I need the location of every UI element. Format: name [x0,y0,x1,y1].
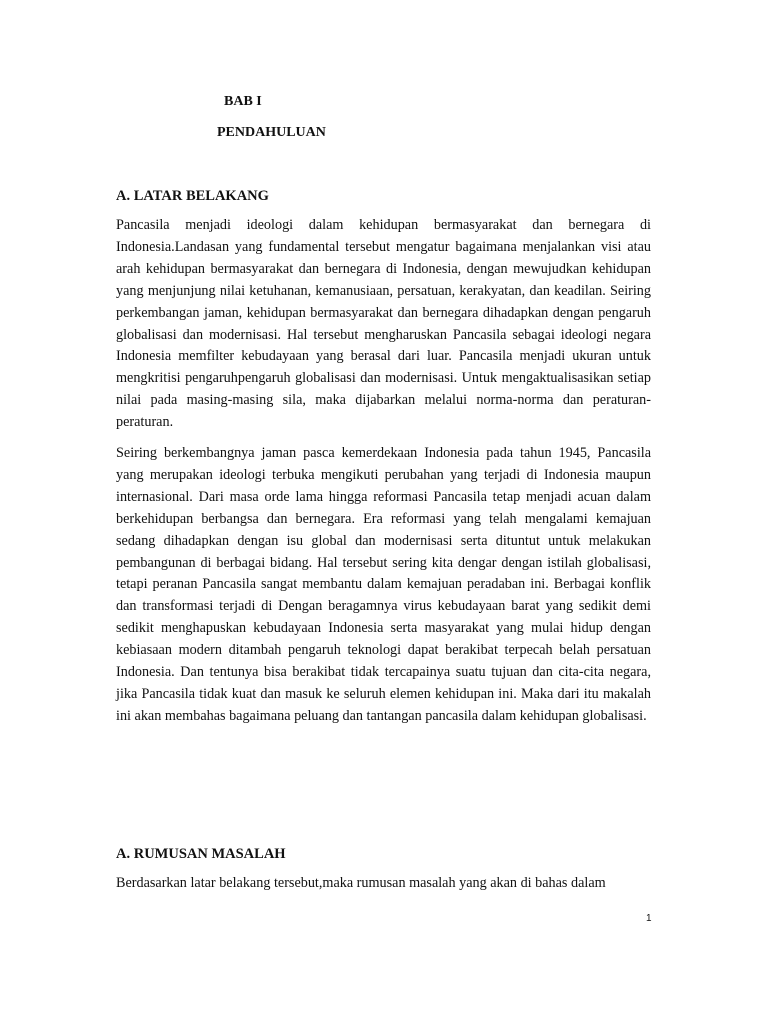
paragraph: Pancasila menjadi ideologi dalam kehidupan bermasyarakat dan bernegara di Indonesia.Landasan yang fundamental tersebut mengatur bagaimana menjalankan visi atau arah kehidupan bermasyarakat dan bernegara di Indonesia, dengan mewujudkan kehidupan yang menjunjung nilai ketuhanan, kemanusiaan, persatuan, kerakyatan, dan keadilan. Seiring perkembangan jaman, kehidupan bermasyarakat dan bernegara dihadapkan dengan pengaruh globalisasi dan modernisasi. Hal tersebut mengharuskan Pancasila sebagai ideologi negara Indonesia memfilter kebudayaan yang berasal dari luar. Pancasila menjadi ukuran untuk mengkritisi pengaruhpengaruh globalisasi dan modernisasi. Untuk mengaktualisasikan setiap nilai pada masing-masing sila, maka dijabarkan melalui norma-norma dan peraturan-peraturan. [116,217,651,431]
paragraph: Berdasarkan latar belakang tersebut,maka rumusan masalah yang akan di bahas dalam [116,875,606,891]
section-heading-rumusan-masalah: A. RUMUSAN MASALAH [116,846,286,862]
chapter-title: PENDAHULUAN [217,125,326,140]
section-heading-latar-belakang: A. LATAR BELAKANG [116,188,269,204]
paragraph: Seiring berkembangnya jaman pasca kemerdekaan Indonesia pada tahun 1945, Pancasila yang merupakan ideologi terbuka mengikuti perubahan yang terjadi di Indonesia maupun internasional. Dari masa orde lama hingga reformasi Pancasila tetap menjadi acuan dalam berkehidupan berbangsa dan bernegara. Era reformasi yang telah mengalami kemajuan sedang dihadapkan dengan isu global dan modernisasi serta dituntut untuk melakukan pembangunan di berbagai bidang. Hal tersebut sering kita dengar dengan istilah globalisasi, tetapi peranan Pancasila sangat membantu dalam kemajuan peradaban ini. Berbagai konflik dan transformasi terjadi di Dengan beragamnya virus kebudayaan barat yang sedikit demi sedikit menghapuskan kebudayaan Indonesia serta masyarakat yang mulai hidup dengan kebiasaan modern ditambah pengaruh teknologi dapat berakibat terpecah belah persatuan Indonesia. Dan tentunya bisa berakibat tidak tercapainya suatu tujuan dan cita-cita negara, jika Pancasila tidak kuat dan masuk ke seluruh elemen kehidupan ini. Maka dari itu makalah ini akan membahas bagaimana peluang dan tantangan pancasila dalam kehidupan globalisasi. [116,445,651,724]
chapter-number: BAB I [224,94,262,109]
page-number: 1 [646,913,652,924]
